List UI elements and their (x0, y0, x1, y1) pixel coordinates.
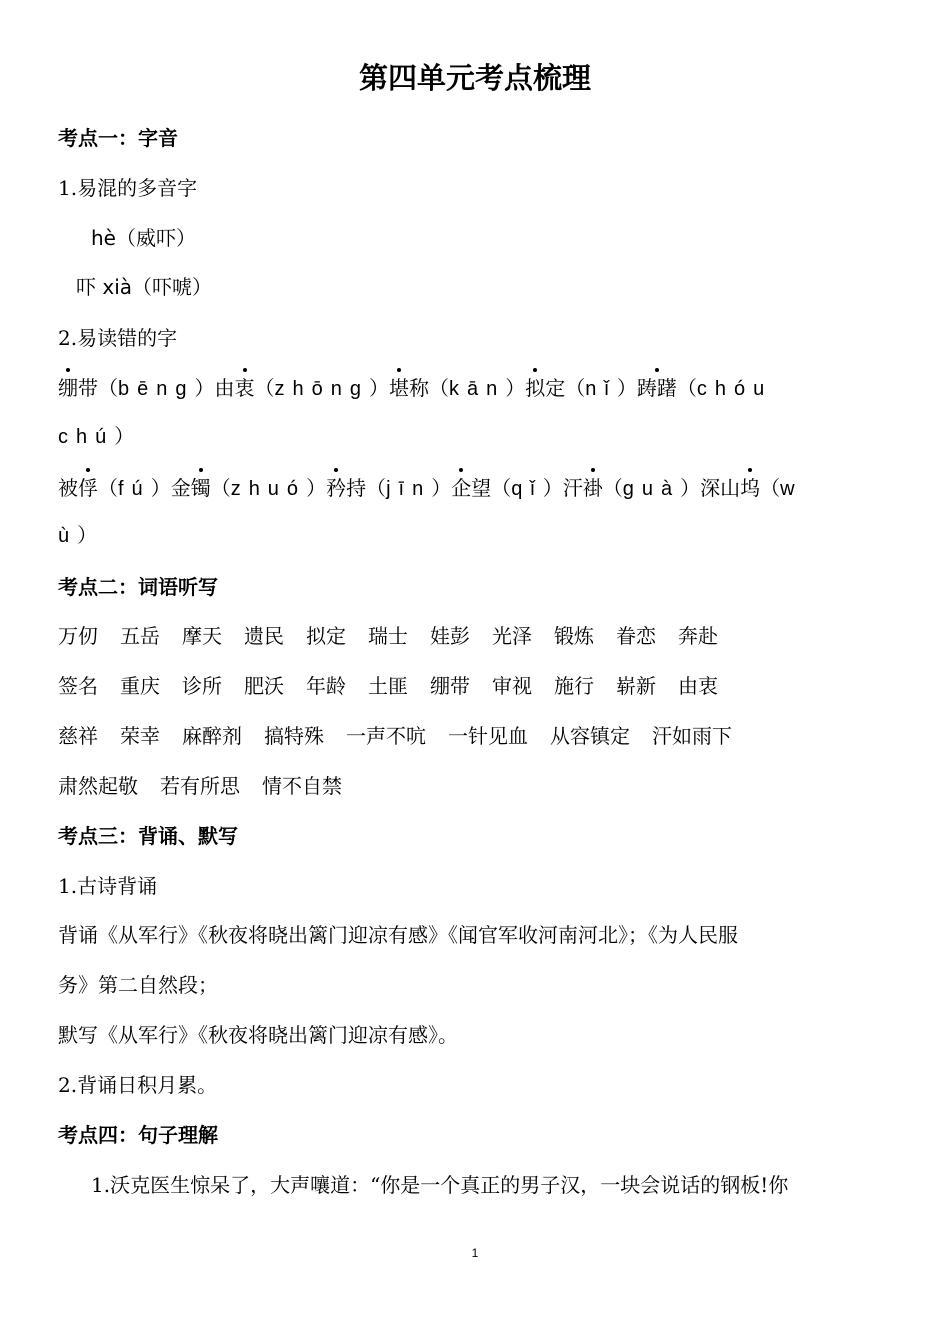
entry-close: ） (542, 476, 563, 500)
vocab-row-4 (58, 771, 898, 801)
entry-close: ） (369, 376, 389, 400)
entry-close: ） (616, 376, 637, 400)
entry-suffix: （ (602, 476, 623, 500)
misread-subtitle: 2.易读错的字 (58, 326, 178, 350)
entry-close: ） (431, 476, 452, 500)
vocab-word: 瑞士 (368, 624, 408, 648)
pinyin: zhuó (230, 478, 307, 500)
entry-suffix: （ (676, 376, 697, 400)
vocab-word: 万仞 (58, 624, 98, 648)
vocab-word: 年龄 (306, 674, 346, 698)
pinyin: nǐ (585, 378, 617, 400)
pinyin: bēng (118, 378, 195, 400)
entry-prefix: 汗 (562, 476, 583, 500)
vocab-word: 麻醉剂 (182, 724, 242, 748)
entry-suffix: 带（ (78, 376, 118, 400)
entry-suffix: （ (760, 476, 781, 500)
misread-entry (389, 376, 525, 400)
vocab-word: 光泽 (492, 624, 532, 648)
sentence-item-1: 1.沃克医生惊呆了，大声嚷道：“你是一个真正的男子汉，一块会说话的钢板!你 (91, 1173, 789, 1197)
vocab-word: 重庆 (120, 674, 160, 698)
vocab-word: 摩天 (182, 624, 222, 648)
entry-close: ） (306, 476, 327, 500)
accumulation-subtitle: 2.背诵日积月累。 (58, 1073, 218, 1097)
vocab-word: 荣幸 (120, 724, 160, 748)
vocab-word: 签名 (58, 674, 98, 698)
entry-suffix: 持（ (346, 476, 387, 500)
misread-entry (525, 376, 637, 400)
pinyin: kān (449, 378, 506, 400)
pinyin: chóu (696, 378, 773, 400)
polyphone-subtitle: 1.易混的多音字 (58, 176, 198, 200)
pinyin: qǐ (511, 478, 543, 500)
vocab-word: 拟定 (306, 624, 346, 648)
entry-prefix: 深山 (700, 476, 741, 500)
vocab-word: 情不自禁 (262, 774, 342, 798)
section-heading-recitation: 考点三：背诵、默写 (58, 824, 238, 848)
polyphone-reading-1: hè（威吓） (91, 226, 196, 250)
emphasized-char: 踌躇 (637, 373, 677, 403)
vocab-word: 搞特殊 (264, 724, 324, 748)
pinyin: jīn (386, 478, 432, 500)
vocab-word: 审视 (492, 674, 532, 698)
poem-recite-subtitle: 1.古诗背诵 (58, 874, 158, 898)
emphasized-char: 衷 (235, 373, 255, 403)
pinyin: zhōng (274, 378, 369, 400)
emphasized-char: 绷 (58, 373, 78, 403)
misread-line-1-wrap: chú） (58, 426, 143, 448)
vocab-word: 崭新 (616, 674, 656, 698)
vocab-word: 由衷 (678, 674, 718, 698)
dictation-list-line: 默写《从军行》《秋夜将晓出篱门迎凉有感》。 (58, 1023, 458, 1047)
misread-entry (326, 476, 451, 500)
vocab-word: 若有所思 (160, 774, 240, 798)
misread-entry (451, 476, 563, 500)
recite-list-line-1: 背诵《从军行》《秋夜将晓出篱门迎凉有感》《闻官军收河南河北》；《为人民服 (58, 923, 738, 947)
vocab-word: 诊所 (182, 674, 222, 698)
page-title: 第四单元考点梳理 (358, 61, 591, 95)
entry-prefix: 由 (214, 376, 235, 400)
misread-entry (58, 376, 215, 400)
entry-close: ） (194, 376, 215, 400)
section-heading-pronunciation: 考点一：字音 (58, 126, 178, 150)
misread-entry (700, 476, 802, 500)
vocab-word: 一针见血 (448, 724, 528, 748)
polyphone-char: 吓 (76, 275, 96, 299)
entry-suffix: （ (210, 476, 231, 500)
vocab-row-2 (58, 671, 898, 701)
emphasized-char: 坞 (740, 473, 760, 503)
entry-close: ） (150, 476, 171, 500)
recite-list-line-2: 务》第二自然段； (58, 973, 218, 997)
emphasized-char: 企 (451, 473, 471, 503)
emphasized-char: 拟 (525, 373, 545, 403)
emphasized-char: 堪 (389, 373, 409, 403)
entry-prefix: 金 (170, 476, 191, 500)
entry-prefix: 被 (58, 476, 78, 500)
entry-suffix: 称（ (409, 376, 449, 400)
vocab-word: 从容镇定 (550, 724, 630, 748)
entry-close: ） (680, 476, 701, 500)
emphasized-char: 矜 (326, 473, 346, 503)
emphasized-char: 俘 (78, 473, 98, 503)
entry-suffix: 望（ (471, 476, 512, 500)
emphasized-char: 褂 (583, 473, 603, 503)
misread-entry (171, 476, 326, 500)
polyphone-reading-2-text: xià（吓唬） (102, 275, 213, 299)
vocab-word: 施行 (554, 674, 594, 698)
misread-entry (215, 376, 390, 400)
entry-close: ） (505, 376, 526, 400)
misread-entry (58, 476, 171, 500)
entry-suffix: （ (254, 376, 275, 400)
emphasized-char: 镯 (191, 473, 211, 503)
misread-line-2-wrap: ù） (58, 525, 106, 547)
vocab-word: 绷带 (430, 674, 470, 698)
entry-suffix: 定（ (545, 376, 586, 400)
section-heading-dictation: 考点二：词语听写 (58, 575, 218, 599)
vocab-word: 五岳 (120, 624, 160, 648)
vocab-row-1 (58, 621, 898, 651)
vocab-word: 遗民 (244, 624, 284, 648)
vocab-word: 锻炼 (554, 624, 594, 648)
pinyin: guà (622, 478, 681, 500)
pinyin: w (780, 478, 803, 500)
vocab-word: 土匪 (368, 674, 408, 698)
vocab-word: 肃然起敬 (58, 774, 138, 798)
misread-entry (563, 476, 700, 500)
vocab-word: 肥沃 (244, 674, 284, 698)
section-heading-sentences: 考点四：句子理解 (58, 1123, 218, 1147)
vocab-word: 眷恋 (616, 624, 656, 648)
vocab-word: 汗如雨下 (652, 724, 732, 748)
vocab-word: 慈祥 (58, 724, 98, 748)
page-number: 1 (471, 1246, 479, 1260)
misread-line-1 (58, 373, 898, 404)
misread-line-2 (58, 473, 898, 504)
pinyin: fú (118, 478, 151, 500)
entry-suffix: （ (98, 476, 118, 500)
vocab-word: 娃彭 (430, 624, 470, 648)
vocab-word: 一声不吭 (346, 724, 426, 748)
vocab-word: 奔赴 (678, 624, 718, 648)
misread-entry (637, 376, 772, 400)
polyphone-reading-2 (76, 272, 916, 302)
vocab-row-3 (58, 721, 898, 751)
